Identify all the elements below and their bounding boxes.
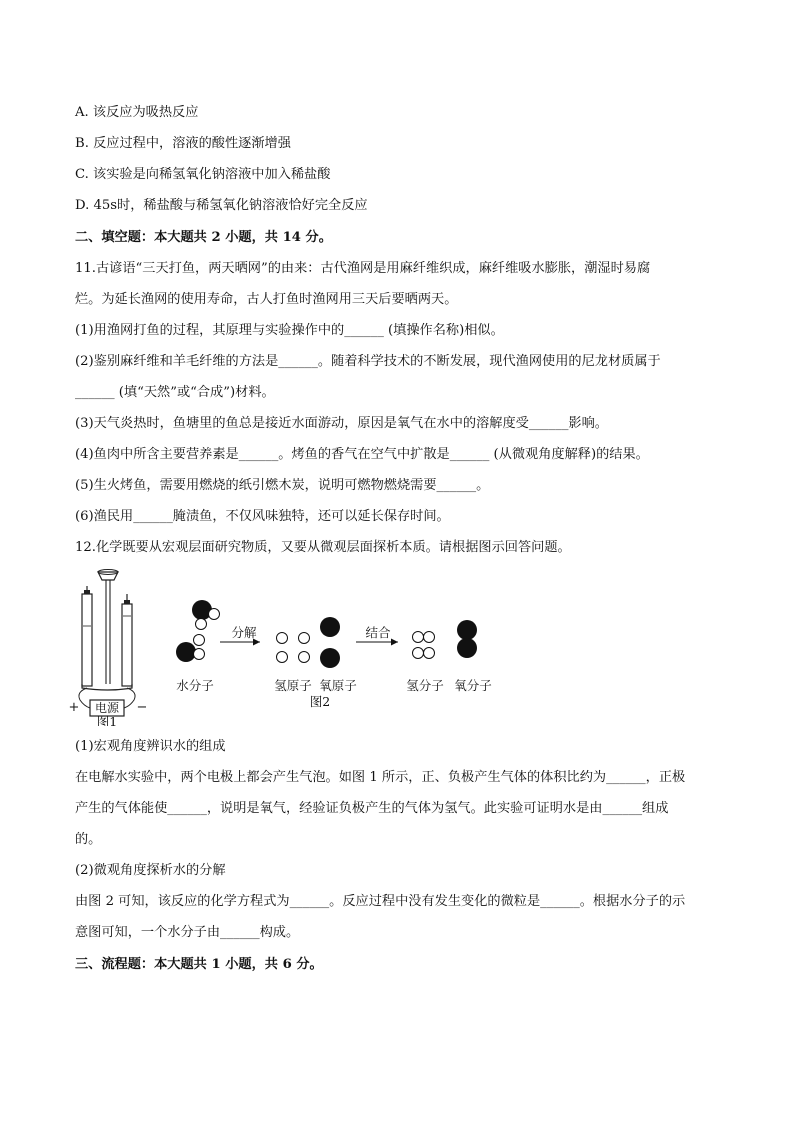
oxygen-molecule-label: 氧分子 [454,678,492,693]
decompose-label: 分解 [231,625,257,640]
combine-label: 结合 [365,625,391,640]
hydrogen-atom-icon [299,652,310,663]
hydrogen-atom-icon [194,649,205,660]
hydrogen-atom-icon [209,609,220,620]
q12-sub2-line2: 意图可知，一个水分子由______构成。 [75,925,300,940]
oxygen-atom-icon [457,638,477,658]
hydrogen-atom-icon [424,648,435,659]
oxygen-atom-icon [320,648,340,668]
hydrogen-atom-icon [277,633,288,644]
q12-stem: 12.化学既要从宏观层面研究物质，又要从微观层面探析本质。请根据图示回答问题。 [75,540,571,555]
q11-part2-line1: (2)鉴别麻纤维和羊毛纤维的方法是______。随着科学技术的不断发展，现代渔网使用的尼龙材质属于 [75,354,661,369]
hydrogen-atom-icon [194,635,205,646]
option-c: C. 该实验是向稀氢氧化钠溶液中加入稀盐酸 [75,167,331,182]
figure-1-electrolysis-apparatus [66,566,156,726]
q11-part3: (3)天气炎热时，鱼塘里的鱼总是接近水面游动，原因是氧气在水中的溶解度受______影响。 [75,416,608,431]
oxygen-atom-label: 氧原子 [319,678,357,693]
q12-sub1-title: (1)宏观角度辨识水的组成 [75,739,226,754]
hydrogen-molecule-label: 氢分子 [406,678,444,693]
q11-part5: (5)生火烤鱼，需要用燃烧的纸引燃木炭，说明可燃物燃烧需要______。 [75,478,490,493]
q11-part4: (4)鱼肉中所含主要营养素是______。烤鱼的香气在空气中扩散是______ (从微观角度解释)的结果。 [75,447,649,462]
arrow-right-icon [391,639,398,646]
option-b: B. 反应过程中，溶液的酸性逐渐增强 [75,136,291,151]
oxygen-atom-icon [457,620,477,640]
option-a: A. 该反应为吸热反应 [75,105,199,120]
figure-2-water-decomposition [168,600,508,715]
q11-stem-line1: 11.古谚语“三天打鱼，两天晒网”的由来：古代渔网是用麻纤维织成，麻纤维吸水膨胀，潮湿时易腐 [75,261,651,276]
q11-part6: (6)渔民用______腌渍鱼，不仅风味独特，还可以延长保存时间。 [75,509,450,524]
hydrogen-atom-icon [196,619,207,630]
positive-sign: + [68,700,80,715]
hydrogen-atom-icon [413,648,424,659]
section-2-heading: 二、填空题：本大题共 2 小题，共 14 分。 [75,230,332,245]
q12-sub2-line1: 由图 2 可知，该反应的化学方程式为______。反应过程中没有发生变化的微粒是______。根据水分子的示 [75,894,686,909]
q12-sub1-line3: 的。 [75,832,102,847]
hydrogen-atom-icon [424,632,435,643]
figure-1-caption: 图1 [96,714,118,726]
q11-part2-line2: ______ (填“天然”或“合成”)材料。 [75,385,275,400]
power-source-label: 电源 [94,701,120,715]
section-3-heading: 三、流程题：本大题共 1 小题，共 6 分。 [75,957,323,972]
hydrogen-atom-icon [413,632,424,643]
oxygen-atom-icon [320,617,340,637]
q11-stem-line2: 烂。为延长渔网的使用寿命，古人打鱼时渔网用三天后要晒两天。 [75,292,458,307]
q12-sub2-title: (2)微观角度探析水的分解 [75,863,226,878]
water-molecule-label: 水分子 [176,678,214,693]
hydrogen-atom-icon [299,633,310,644]
oxygen-atom-icon [176,642,196,662]
q11-part1: (1)用渔网打鱼的过程，其原理与实验操作中的______ (填操作名称)相似。 [75,323,504,338]
figure-2-caption: 图2 [309,694,331,709]
option-d: D. 45s时，稀盐酸与稀氢氧化钠溶液恰好完全反应 [75,198,368,213]
q12-sub1-line1: 在电解水实验中，两个电极上都会产生气泡。如图 1 所示，正、负极产生气体的体积比约为______，正极 [75,770,686,785]
hydrogen-atom-label: 氢原子 [274,678,312,693]
hydrogen-atom-icon [277,652,288,663]
negative-sign: − [136,700,148,715]
q12-sub1-line2: 产生的气体能使______，说明是氧气，经验证负极产生的气体为氢气。此实验可证明水是由______组成 [75,801,669,816]
